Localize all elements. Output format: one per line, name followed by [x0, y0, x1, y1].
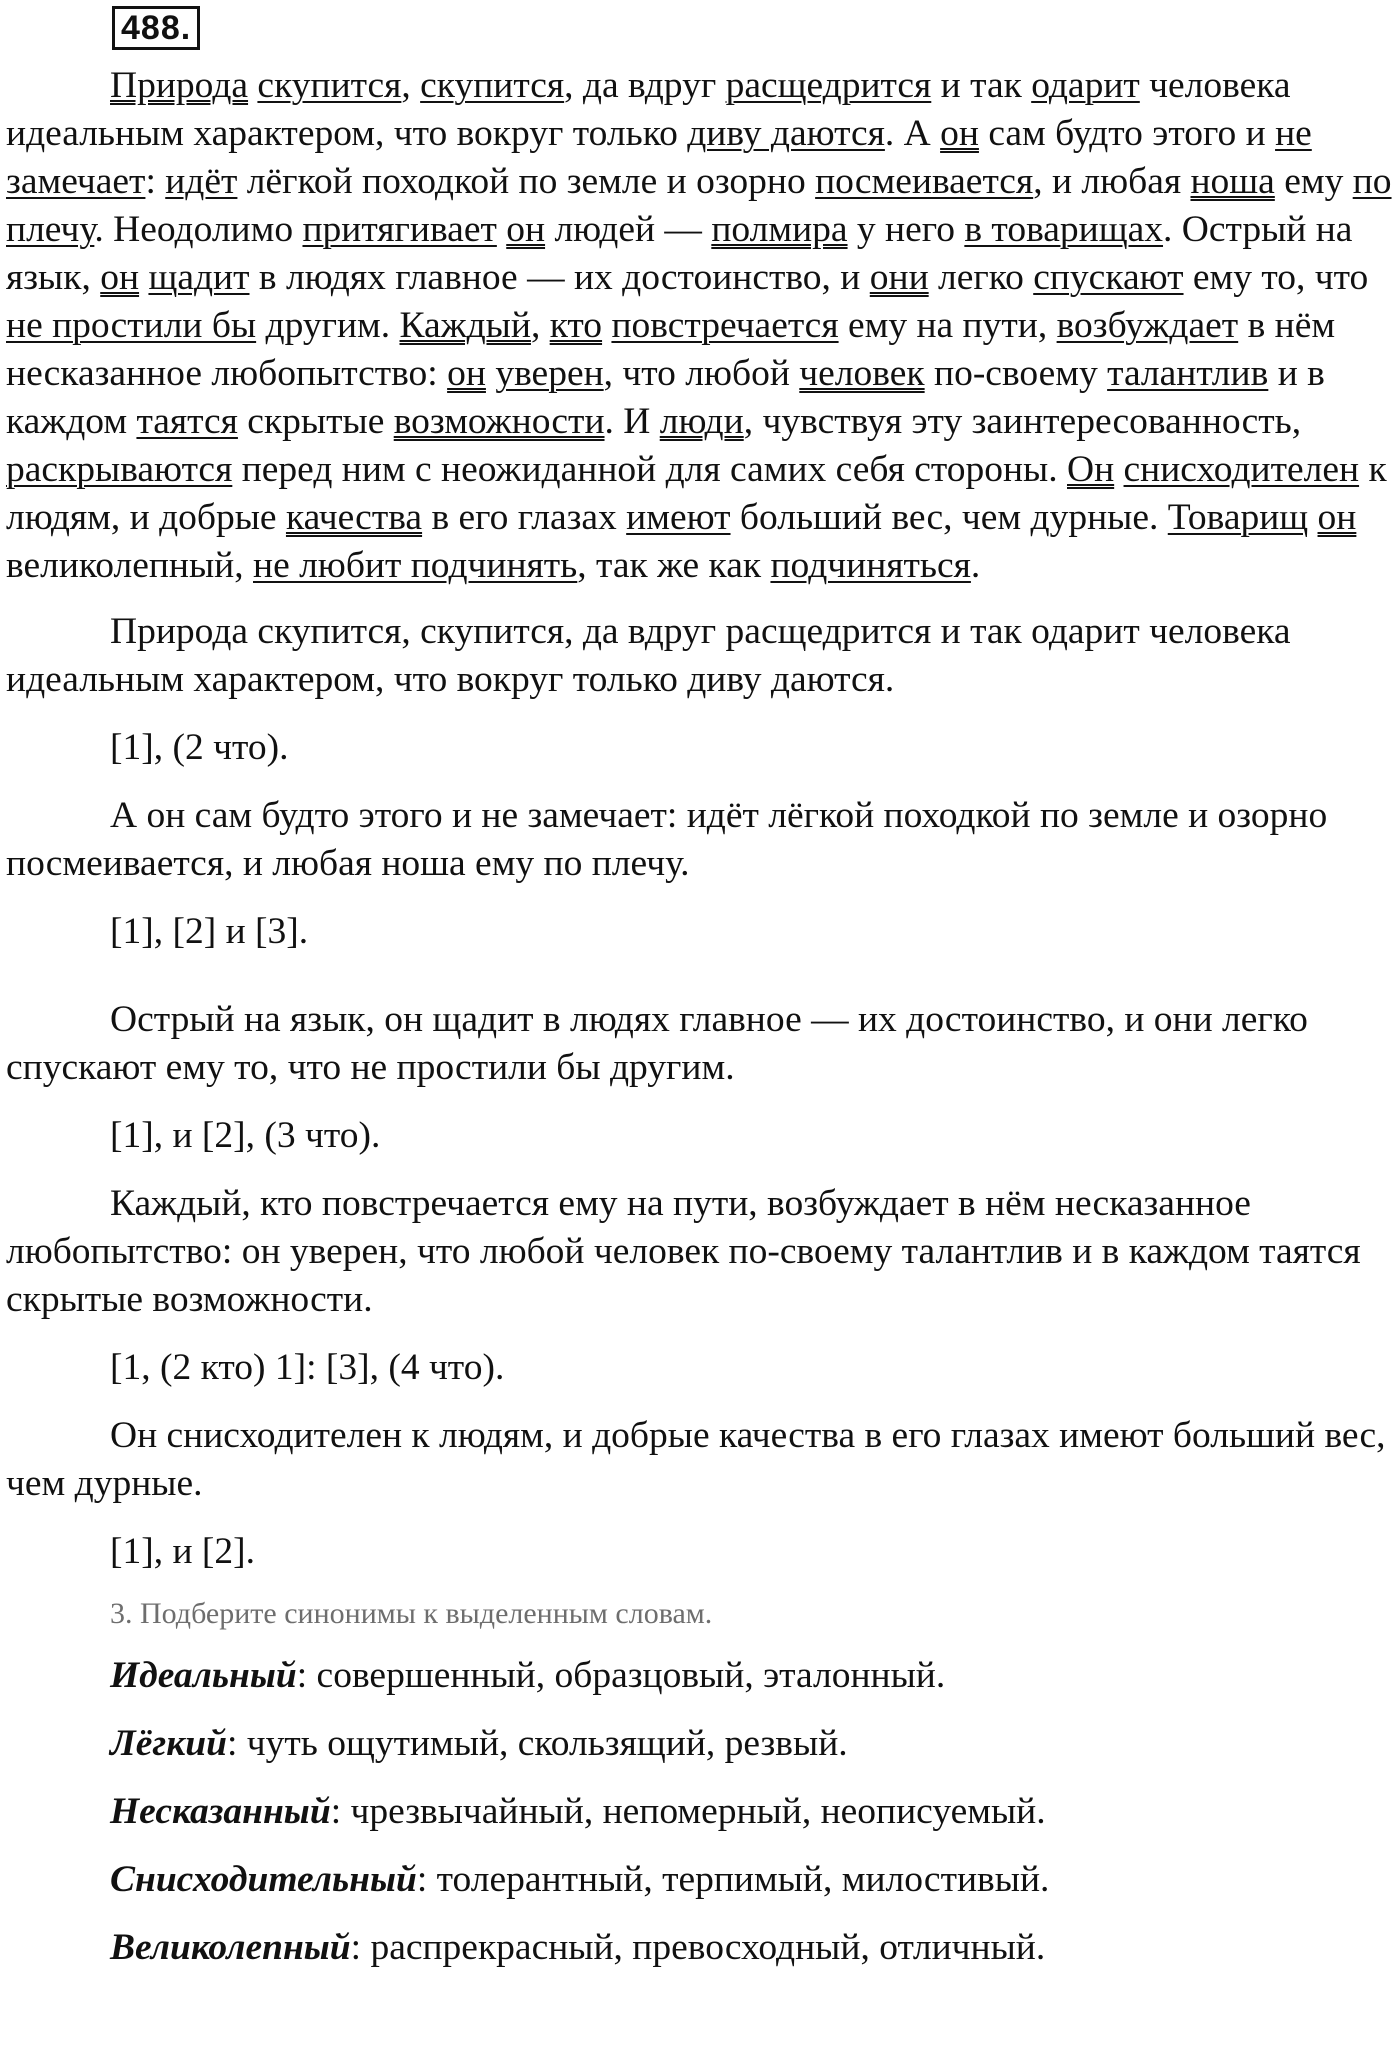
task-heading: 3. Подберите синонимы к выделенным словам. — [110, 1597, 713, 1630]
subject-word: возможности — [393, 401, 605, 442]
predicate-word: талантлив — [1107, 353, 1269, 394]
synonym-item — [6, 1652, 1392, 1700]
synonym-word: Великолепный — [110, 1927, 351, 1968]
synonym-list: : толерантный, терпимый, милостивый. — [416, 1859, 1050, 1900]
analysis-sentence-5: Он снисходителен к людям, и добрые качества в его глазах имеют больший вес, чем дурные. — [6, 1415, 1386, 1504]
predicate-word: скупится — [420, 65, 565, 106]
document-body — [6, 62, 1392, 1972]
predicate-word: не замечает — [6, 113, 1312, 202]
subject-word: Природа — [110, 65, 249, 106]
predicate-word: уверен — [495, 353, 604, 394]
predicate-word: притягивает — [302, 209, 497, 250]
subject-word: они — [869, 257, 929, 298]
predicate-word: имеют — [626, 497, 731, 538]
subject-word: он — [100, 257, 140, 298]
predicate-word: снисходителен — [1123, 449, 1360, 490]
predicate-word: щадит — [148, 257, 250, 298]
predicate-word: не простили бы — [6, 305, 257, 346]
subject-word: он — [506, 209, 546, 250]
analysis-scheme-2: [1], [2] и [3]. — [110, 911, 309, 952]
subject-word: он — [1317, 497, 1357, 538]
exercise-number: 488. — [112, 6, 200, 50]
subject-word: он — [447, 353, 486, 394]
synonym-word: Лёгкий — [110, 1723, 227, 1764]
predicate-word: повстречается — [611, 305, 839, 346]
analysis-sentence-3: Острый на язык, он щадит в людях главное — их достоинство, и они легко спускают ему то, что не простили бы другим. — [6, 999, 1308, 1088]
predicate-word: возбуждает — [1056, 305, 1239, 346]
synonym-word: Идеальный — [110, 1655, 297, 1696]
predicate-word: в товарищах — [964, 209, 1164, 250]
analysis-scheme-4: [1, (2 кто) 1]: [3], (4 что). — [110, 1347, 505, 1388]
predicate-word: по плечу — [6, 161, 1392, 250]
synonym-word: Снисходительный — [110, 1859, 417, 1900]
predicate-word: подчиняться — [770, 545, 971, 586]
subject-word: ноша — [1190, 161, 1275, 202]
analysis-section — [6, 608, 1392, 1576]
subject-word: человек — [799, 353, 925, 394]
subject-word: Каждый — [399, 305, 531, 346]
analysis-sentence-1: Природа скупится, скупится, да вдруг расщедрится и так одарит человека идеальным характером, что вокруг только диву даются. — [6, 611, 1291, 700]
synonym-item — [6, 1720, 1392, 1768]
synonym-list: : распрекрасный, превосходный, отличный. — [350, 1927, 1046, 1968]
predicate-word: скупится — [257, 65, 402, 106]
synonym-list: : чрезвычайный, непомерный, неописуемый. — [330, 1791, 1046, 1832]
predicate-word: диву даются — [687, 113, 885, 154]
analysis-scheme-1: [1], (2 что). — [110, 727, 289, 768]
predicate-word: расщедрится — [725, 65, 932, 106]
predicate-word: таятся — [136, 401, 238, 442]
subject-word: он — [940, 113, 979, 154]
synonym-item — [6, 1788, 1392, 1836]
synonyms-list — [6, 1652, 1392, 1972]
subject-word: Он — [1067, 449, 1115, 490]
synonym-word: Несказанный — [110, 1791, 331, 1832]
predicate-word: спускают — [1033, 257, 1184, 298]
analysis-scheme-3: [1], и [2], (3 что). — [110, 1115, 381, 1156]
synonym-list: : чуть ощутимый, скользящий, резвый. — [226, 1723, 848, 1764]
subject-word: кто — [549, 305, 603, 346]
predicate-word: одарит — [1031, 65, 1140, 106]
analysis-sentence-2: А он сам будто этого и не замечает: идёт лёгкой походкой по земле и озорно посмеивается, и любая ноша ему по плечу. — [6, 795, 1328, 884]
subject-word: качества — [285, 497, 423, 538]
main-text-paragraph: Природа скупится, скупится, да вдруг расщедрится и так одарит человека идеальным характером, что вокруг только диву даются. А он сам будто этого и не замечает: идёт лёгкой походкой по земле и озорно посмеивается, и любая ноша ему по плечу. Неодолимо притягивает он людей — полмира у него в товарищах. Острый на язык, он щадит в людях главное — их достоинство, и они легко спускают ему то, что не простили бы другим. Каждый, кто повстречается ему на пути, возбуждает в нём несказанное любопытство: он уверен, что любой человек по-своему талантлив и в каждом таятся скрытые возможности. И люди, чувствуя эту заинтересованность, раскрываются перед ним с неожиданной для самих себя стороны. Он снисходителен к людям, и добрые качества в его глазах имеют больший вес, чем дурные. Товарищ он великолепный, не любит подчинять, так же как подчиняться. — [6, 65, 1392, 586]
subject-word: полмира — [711, 209, 848, 250]
predicate-word: раскрываются — [6, 449, 233, 490]
subject-word: люди — [659, 401, 744, 442]
predicate-word: посмеивается — [815, 161, 1034, 202]
analysis-sentence-4: Каждый, кто повстречается ему на пути, возбуждает в нём несказанное любопытство: он уверен, что любой человек по-своему талантлив и в каждом таятся скрытые возможности. — [6, 1183, 1361, 1320]
predicate-word: не любит подчинять — [253, 545, 578, 586]
predicate-word: идёт — [165, 161, 238, 202]
synonym-item — [6, 1924, 1392, 1972]
analysis-scheme-5: [1], и [2]. — [110, 1531, 256, 1572]
synonym-item — [6, 1856, 1392, 1904]
synonym-list: : совершенный, образцовый, эталонный. — [296, 1655, 946, 1696]
predicate-word: Товарищ — [1167, 497, 1309, 538]
